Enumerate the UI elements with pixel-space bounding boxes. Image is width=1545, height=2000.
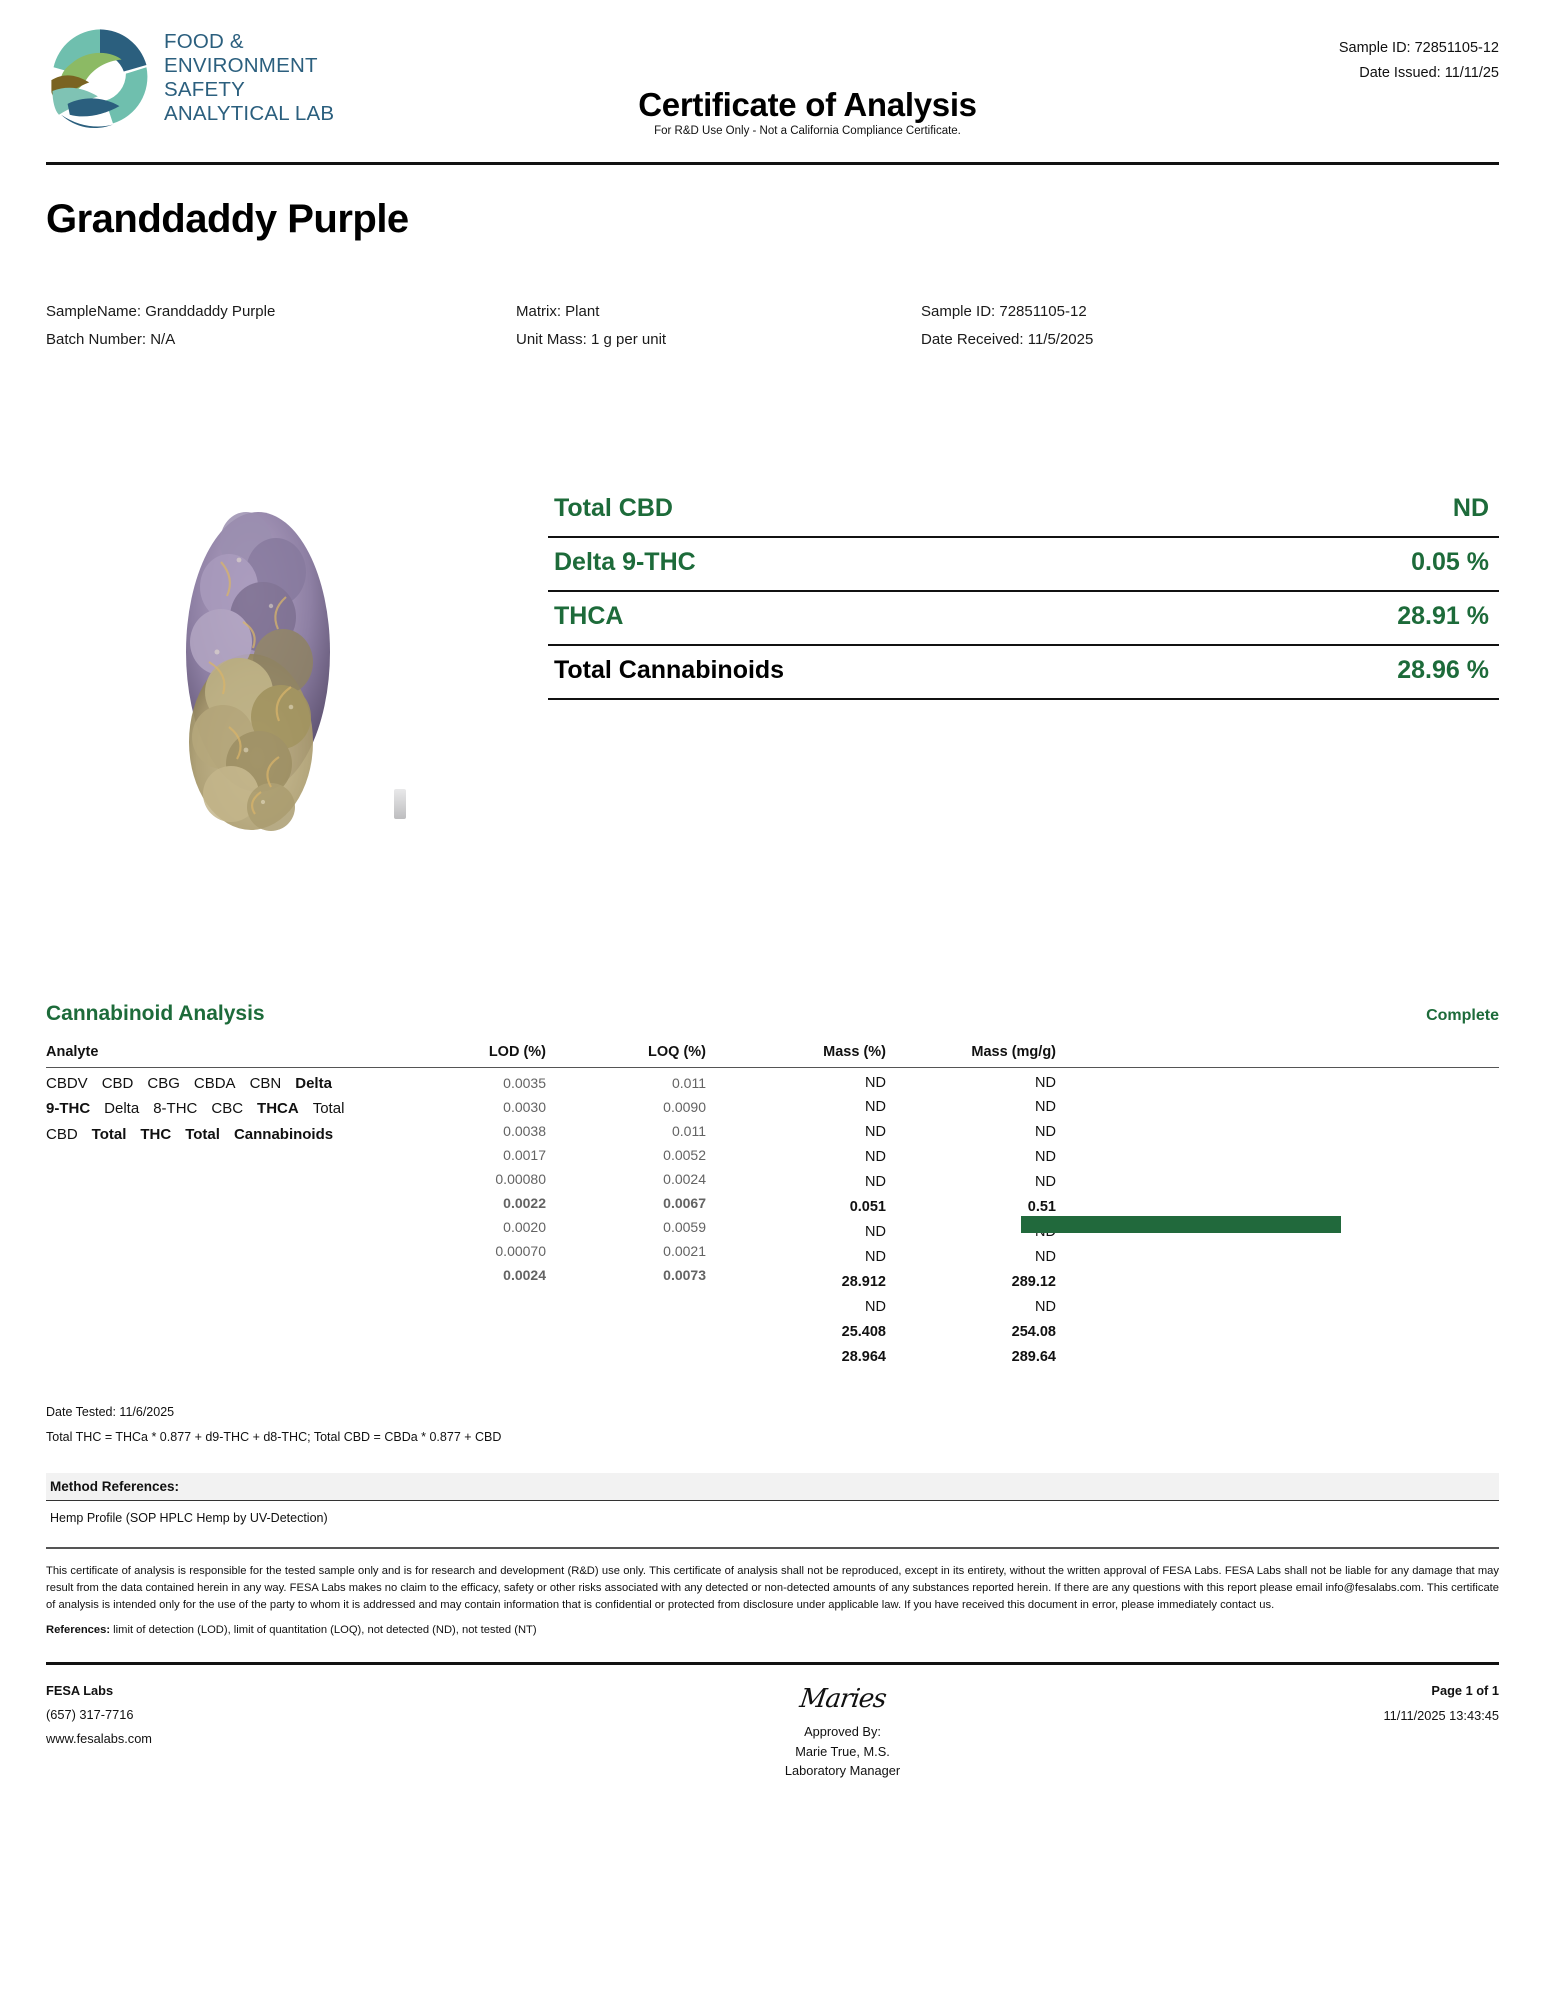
batch-number: Batch Number: N/A (46, 330, 176, 348)
sample-photo (46, 384, 516, 944)
page-title: Certificate of Analysis (638, 86, 977, 123)
lod-value: 0.0035 (503, 1074, 546, 1091)
summary-row (548, 592, 1499, 646)
lod-value: 0.0024 (503, 1267, 546, 1284)
leaf-globe-logo-icon (46, 24, 154, 132)
footer-timestamp: 11/11/2025 13:43:45 (1383, 1708, 1499, 1724)
cannabinoid-table (46, 1044, 1499, 1370)
logo-line-1: FOOD & (164, 30, 244, 54)
signature-image: Maries (797, 1684, 888, 1715)
column-header-mass-mgg: Mass (mg/g) (971, 1043, 1056, 1060)
disclaimer-text: This certificate of analysis is responsible for the tested sample only and is for research and development (R&D) use only. This certificate of analysis shall not be reproduced, except in its entirety, without the written approval of FESA Labs. FESA Labs shall not be liable for any damage that may result from the data contained herein in any way. FESA Labs makes no claim to the efficacy, safety or other risks associated with any detected or non-detected amounts of any substances reported herein. If there are any questions with this report please email info@fesalabs.com. This certificate of analysis is intended only for the use of the party to whom it is addressed and may contain information that is confidential or protected from disclosure under applicable law. If you have received this document in error, please immediately contact us. (46, 1565, 1499, 1611)
mass-mgg-value: ND (1035, 1298, 1056, 1315)
footer-page-info (1169, 1679, 1499, 1781)
summary-label: Delta 9-THC (554, 547, 696, 576)
mass-pct-value: 25.408 (841, 1323, 886, 1340)
lab-logo (46, 24, 446, 132)
column-header-lod: LOD (%) (488, 1043, 546, 1060)
summary-label: THCA (554, 601, 624, 630)
loq-value: 0.0059 (663, 1218, 706, 1235)
header-sample-id: Sample ID: 72851105-12 (1338, 40, 1499, 56)
date-received: Date Received: 11/5/2025 (921, 330, 1094, 348)
status-badge: Complete (1426, 1006, 1499, 1024)
sample-title: Granddaddy Purple (46, 197, 409, 241)
sample-meta-col-3 (921, 298, 1499, 354)
lod-column (386, 1068, 546, 1370)
lab-logo-text (164, 30, 334, 126)
sample-meta (46, 298, 1499, 354)
mass-pct-value: ND (865, 1298, 886, 1315)
header-divider (46, 162, 1499, 165)
loq-value: 0.0073 (663, 1267, 706, 1284)
mass-mgg-value: ND (1035, 1124, 1056, 1141)
analyte-name-column (46, 1068, 386, 1370)
loq-value: 0.011 (672, 1122, 706, 1139)
analyte-name: CBDA (193, 1074, 236, 1092)
unit-mass: Unit Mass: 1 g per unit (516, 330, 667, 348)
mass-pct-value: ND (865, 1099, 886, 1116)
cannabinoid-section-header (46, 1002, 1499, 1026)
logo-line-3: SAFETY (164, 78, 245, 101)
mass-pct-value: 28.912 (841, 1274, 886, 1290)
analyte-name: CBD (46, 1126, 78, 1144)
cannabis-bud-image (151, 502, 366, 842)
lod-value: 0.0030 (503, 1098, 546, 1115)
analyte-name: Delta (104, 1100, 140, 1118)
analyte-name: CBG (147, 1074, 180, 1092)
mass-pct-value: 0.051 (849, 1199, 886, 1216)
sample-id: Sample ID: 72851105-12 (921, 303, 1087, 320)
lod-value: 0.00070 (495, 1243, 546, 1260)
method-references-header: Method References: (46, 1473, 1499, 1501)
summary-row (548, 538, 1499, 592)
logo-line-4: ANALYTICAL LAB (164, 101, 335, 125)
references-note (46, 1624, 1499, 1636)
analyte-name: Delta (295, 1074, 332, 1092)
summary-results-table (516, 384, 1499, 944)
loq-value: 0.0067 (663, 1194, 706, 1211)
page-footer (46, 1665, 1499, 1781)
summary-value: 0.05 % (1411, 547, 1489, 576)
analyte-name: THCA (257, 1100, 299, 1118)
analyte-name: 9-THC (46, 1100, 91, 1118)
column-header-spacer (1056, 1044, 1499, 1060)
matrix: Matrix: Plant (516, 303, 600, 320)
mass-mgg-value: ND (1035, 1099, 1056, 1116)
mass-pct-column (706, 1068, 886, 1370)
analyte-name: Total (312, 1100, 345, 1118)
analyte-name: CBDV (46, 1074, 88, 1092)
approver-name: Marie True, M.S. (795, 1743, 890, 1759)
analyte-name: Total (91, 1126, 127, 1144)
analyte-name: CBN (249, 1074, 282, 1092)
footer-lab-name: FESA Labs (46, 1683, 114, 1699)
disclaimer-divider (46, 1547, 1499, 1549)
analyte-name: CBC (211, 1100, 244, 1118)
lod-value: 0.0020 (503, 1218, 546, 1235)
header-date-issued: Date Issued: 11/11/25 (1359, 65, 1499, 82)
references-text: limit of detection (LOD), limit of quantitation (LOQ), not detected (ND), not tested (NT) (113, 1624, 537, 1637)
mass-pct-value: ND (865, 1249, 886, 1266)
footer-phone[interactable]: (657) 317-7716 (46, 1707, 134, 1723)
logo-line-2: ENVIRONMENT (164, 54, 318, 78)
summary-label: Total CBD (554, 493, 673, 522)
mass-mgg-value: ND (1035, 1149, 1056, 1166)
summary-row (548, 484, 1499, 538)
loq-value: 0.0052 (663, 1146, 706, 1163)
column-header-mass-pct: Mass (%) (823, 1043, 886, 1060)
loq-value: 0.0024 (663, 1170, 706, 1187)
summary-value: ND (1452, 493, 1489, 522)
mass-mgg-value: ND (1035, 1074, 1056, 1091)
summary-value: 28.91 % (1397, 601, 1489, 630)
sample-scale-marker (394, 789, 406, 819)
mass-pct-value: ND (865, 1124, 886, 1141)
analyte-name: Cannabinoids (233, 1126, 334, 1144)
loq-column (546, 1068, 706, 1370)
analyte-name: Total (185, 1126, 220, 1144)
footer-approval (516, 1679, 1169, 1781)
mass-mgg-value: 254.08 (1011, 1323, 1056, 1340)
mass-pct-value: ND (865, 1224, 886, 1241)
mass-pct-value: ND (865, 1074, 886, 1091)
document-title-block (446, 24, 1169, 137)
loq-value: 0.0021 (663, 1243, 706, 1260)
thca-highlight-bar (1021, 1216, 1341, 1233)
column-header-loq: LOQ (%) (648, 1043, 706, 1060)
analyte-name: THC (140, 1126, 172, 1144)
sample-meta-col-2 (516, 298, 921, 354)
total-thc-formula: Total THC = THCa * 0.877 + d9-THC + d8-THC; Total CBD = CBDa * 0.877 + CBD (46, 1430, 502, 1445)
footer-website[interactable]: www.fesalabs.com (46, 1730, 152, 1746)
mass-mgg-value: 0.51 (1027, 1199, 1056, 1216)
mass-pct-value: ND (865, 1174, 886, 1191)
summary-value: 28.96 % (1397, 655, 1489, 684)
summary-section (46, 384, 1499, 944)
analysis-notes (46, 1400, 1499, 1451)
summary-row-total (548, 646, 1499, 700)
mass-pct-value: ND (865, 1149, 886, 1166)
mass-mgg-value: ND (1035, 1174, 1056, 1191)
approver-title: Laboratory Manager (784, 1763, 901, 1779)
method-reference-item: Hemp Profile (SOP HPLC Hemp by UV-Detection) (50, 1511, 328, 1525)
mass-mgg-value: 289.64 (1011, 1348, 1056, 1365)
footer-lab-contact (46, 1679, 516, 1781)
mass-mgg-value: 289.12 (1011, 1274, 1056, 1290)
page-header (46, 0, 1499, 160)
page-number: Page 1 of 1 (1431, 1683, 1499, 1699)
date-tested: Date Tested: 11/6/2025 (46, 1404, 175, 1419)
header-sample-info (1169, 24, 1499, 87)
lod-value: 0.00080 (495, 1170, 546, 1187)
loq-value: 0.011 (672, 1074, 706, 1091)
column-header-analyte: Analyte (46, 1043, 99, 1060)
summary-label: Total Cannabinoids (554, 655, 785, 684)
analyte-name: 8-THC (153, 1100, 198, 1118)
mass-pct-value: 28.964 (841, 1348, 886, 1365)
analyte-name: CBD (101, 1074, 134, 1092)
loq-value: 0.0090 (663, 1098, 706, 1115)
references-label: References: (46, 1624, 111, 1637)
lod-value: 0.0038 (503, 1122, 546, 1139)
page-subtitle: For R&D Use Only - Not a California Compliance Certificate. (654, 125, 961, 137)
approved-by-label: Approved By: (804, 1723, 881, 1739)
sample-meta-col-1 (46, 298, 516, 354)
table-header-row (46, 1044, 1499, 1068)
cannabinoid-section-title: Cannabinoid Analysis (46, 1001, 265, 1025)
mass-mgg-value: ND (1035, 1249, 1056, 1266)
sample-name: SampleName: Granddaddy Purple (46, 303, 276, 320)
lod-value: 0.0022 (503, 1194, 546, 1211)
lod-value: 0.0017 (503, 1146, 546, 1163)
